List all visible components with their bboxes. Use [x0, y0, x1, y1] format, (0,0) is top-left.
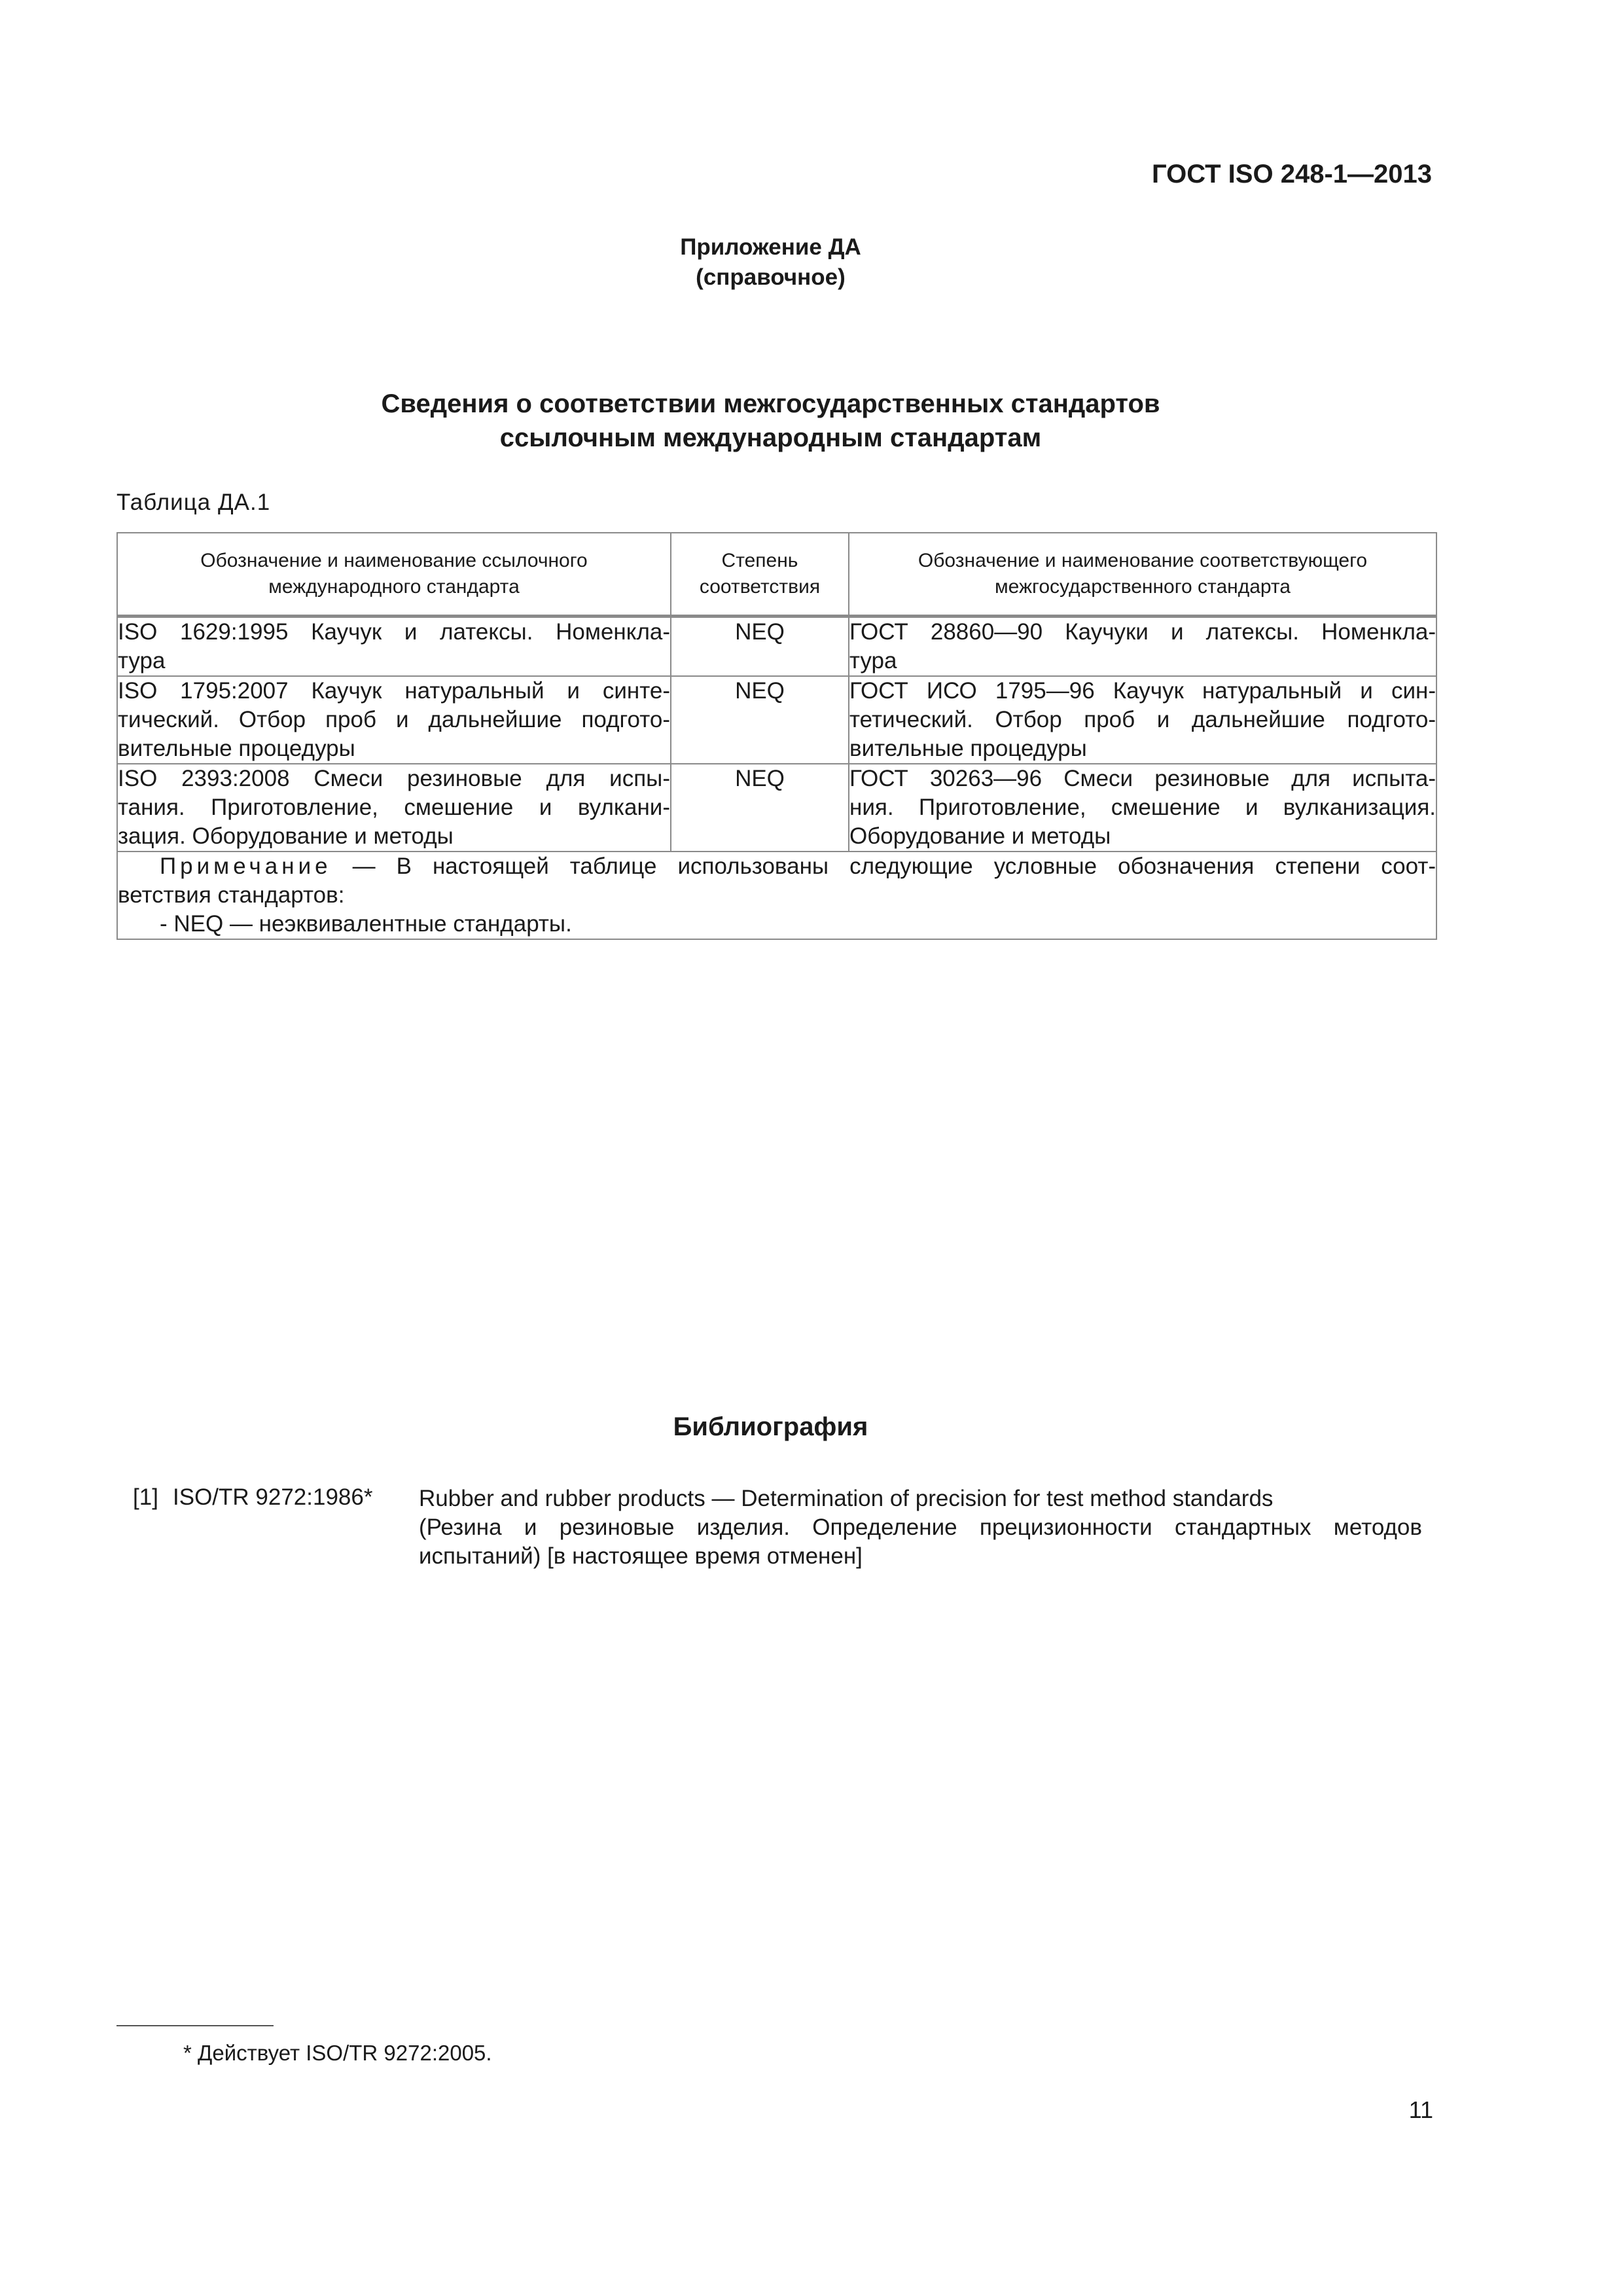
header-col2-line1: Степень	[721, 550, 798, 571]
footnote: * Действует ISO/TR 9272:2005.	[183, 2041, 492, 2065]
cell-line: ГОСТ ИСО 1795—96 Каучук натуральный и син-	[849, 678, 1436, 704]
document-code: ГОСТ ISO 248-1—2013	[1151, 160, 1432, 188]
header-col3-line1: Обозначение и наименование соответствующего	[918, 550, 1368, 571]
cell-degree: NEQ	[671, 764, 849, 852]
cell-interstate-standard	[849, 764, 1436, 852]
cell-international-standard	[117, 617, 671, 677]
table-row	[117, 764, 1436, 852]
note-line1	[118, 852, 1436, 881]
cell-degree: NEQ	[671, 676, 849, 764]
bibliography-entry-number: [1]	[133, 1484, 158, 1510]
table-row	[117, 617, 1436, 677]
cell-line: ISO 2393:2008 Смеси резиновые для испы-	[118, 766, 670, 791]
section-title-line2: ссылочным международным стандартам	[499, 423, 1042, 452]
cell-line: ния. Приготовление, смешение и вулканизация.	[849, 795, 1436, 820]
cell-line: тания. Приготовление, смешение и вулкани-	[118, 795, 670, 820]
header-col1-line1: Обозначение и наименование ссылочного	[200, 550, 588, 571]
header-col1-line2: международного стандарта	[268, 576, 520, 598]
header-degree	[671, 533, 849, 617]
cell-international-standard	[117, 676, 671, 764]
annex-title: Приложение ДА	[680, 234, 861, 260]
cell-line: вительные процедуры	[118, 736, 355, 761]
page-number: 11	[1408, 2096, 1433, 2123]
cell-line: тура	[118, 648, 166, 673]
cell-degree: NEQ	[671, 617, 849, 677]
header-interstate-standard	[849, 533, 1436, 617]
cell-line: вительные процедуры	[849, 736, 1087, 761]
cell-line: ISO 1795:2007 Каучук натуральный и синте-	[118, 678, 670, 704]
table-caption: Таблица ДА.1	[116, 490, 271, 515]
table-note-row	[117, 852, 1436, 939]
table-header-row	[117, 533, 1436, 617]
bibliography-entry-line1: Rubber and rubber products — Determination of precision for test method standards	[419, 1486, 1274, 1511]
cell-line: ISO 1629:1995 Каучук и латексы. Номенкла-	[118, 619, 670, 645]
cell-line: зация. Оборудование и методы	[118, 823, 454, 849]
bibliography-entry-text	[419, 1484, 1422, 1571]
cell-interstate-standard	[849, 676, 1436, 764]
header-international-standard	[117, 533, 671, 617]
note-text-line2: ветствия стандартов:	[118, 882, 345, 908]
cell-line: тура	[849, 648, 897, 673]
footnote-divider	[116, 2025, 274, 2026]
correspondence-table	[116, 532, 1437, 940]
bibliography-entry-code: ISO/TR 9272:1986*	[173, 1484, 373, 1510]
cell-line: ГОСТ 28860—90 Каучуки и латексы. Номенкла-	[849, 619, 1436, 645]
table-row	[117, 676, 1436, 764]
cell-international-standard	[117, 764, 671, 852]
bibliography-entry-line2: (Резина и резиновые изделия. Определение прецизионности стандартных методов	[419, 1515, 1422, 1540]
cell-line: тетический. Отбор проб и дальнейшие подгото-	[849, 707, 1436, 732]
note-label: Примечание	[160, 853, 332, 879]
cell-line: ГОСТ 30263—96 Смеси резиновые для испыта-	[849, 766, 1436, 791]
cell-line: тический. Отбор проб и дальнейшие подгото-	[118, 707, 670, 732]
note-text-line3: - NEQ — неэквивалентные стандарты.	[160, 911, 572, 937]
annex-type: (справочное)	[696, 264, 846, 290]
cell-line: Оборудование и методы	[849, 823, 1111, 849]
header-col3-line2: межгосударственного стандарта	[995, 576, 1291, 598]
bibliography-entry-line3: испытаний) [в настоящее время отменен]	[419, 1543, 863, 1569]
table-note	[117, 852, 1436, 939]
section-title-line1: Сведения о соответствии межгосударственных стандартов	[381, 389, 1160, 418]
header-col2-line2: соответствия	[699, 576, 821, 598]
note-text-line1: — В настоящей таблице использованы следующие условные обозначения степени соот-	[331, 853, 1436, 879]
bibliography-title: Библиография	[673, 1412, 868, 1441]
cell-interstate-standard	[849, 617, 1436, 677]
